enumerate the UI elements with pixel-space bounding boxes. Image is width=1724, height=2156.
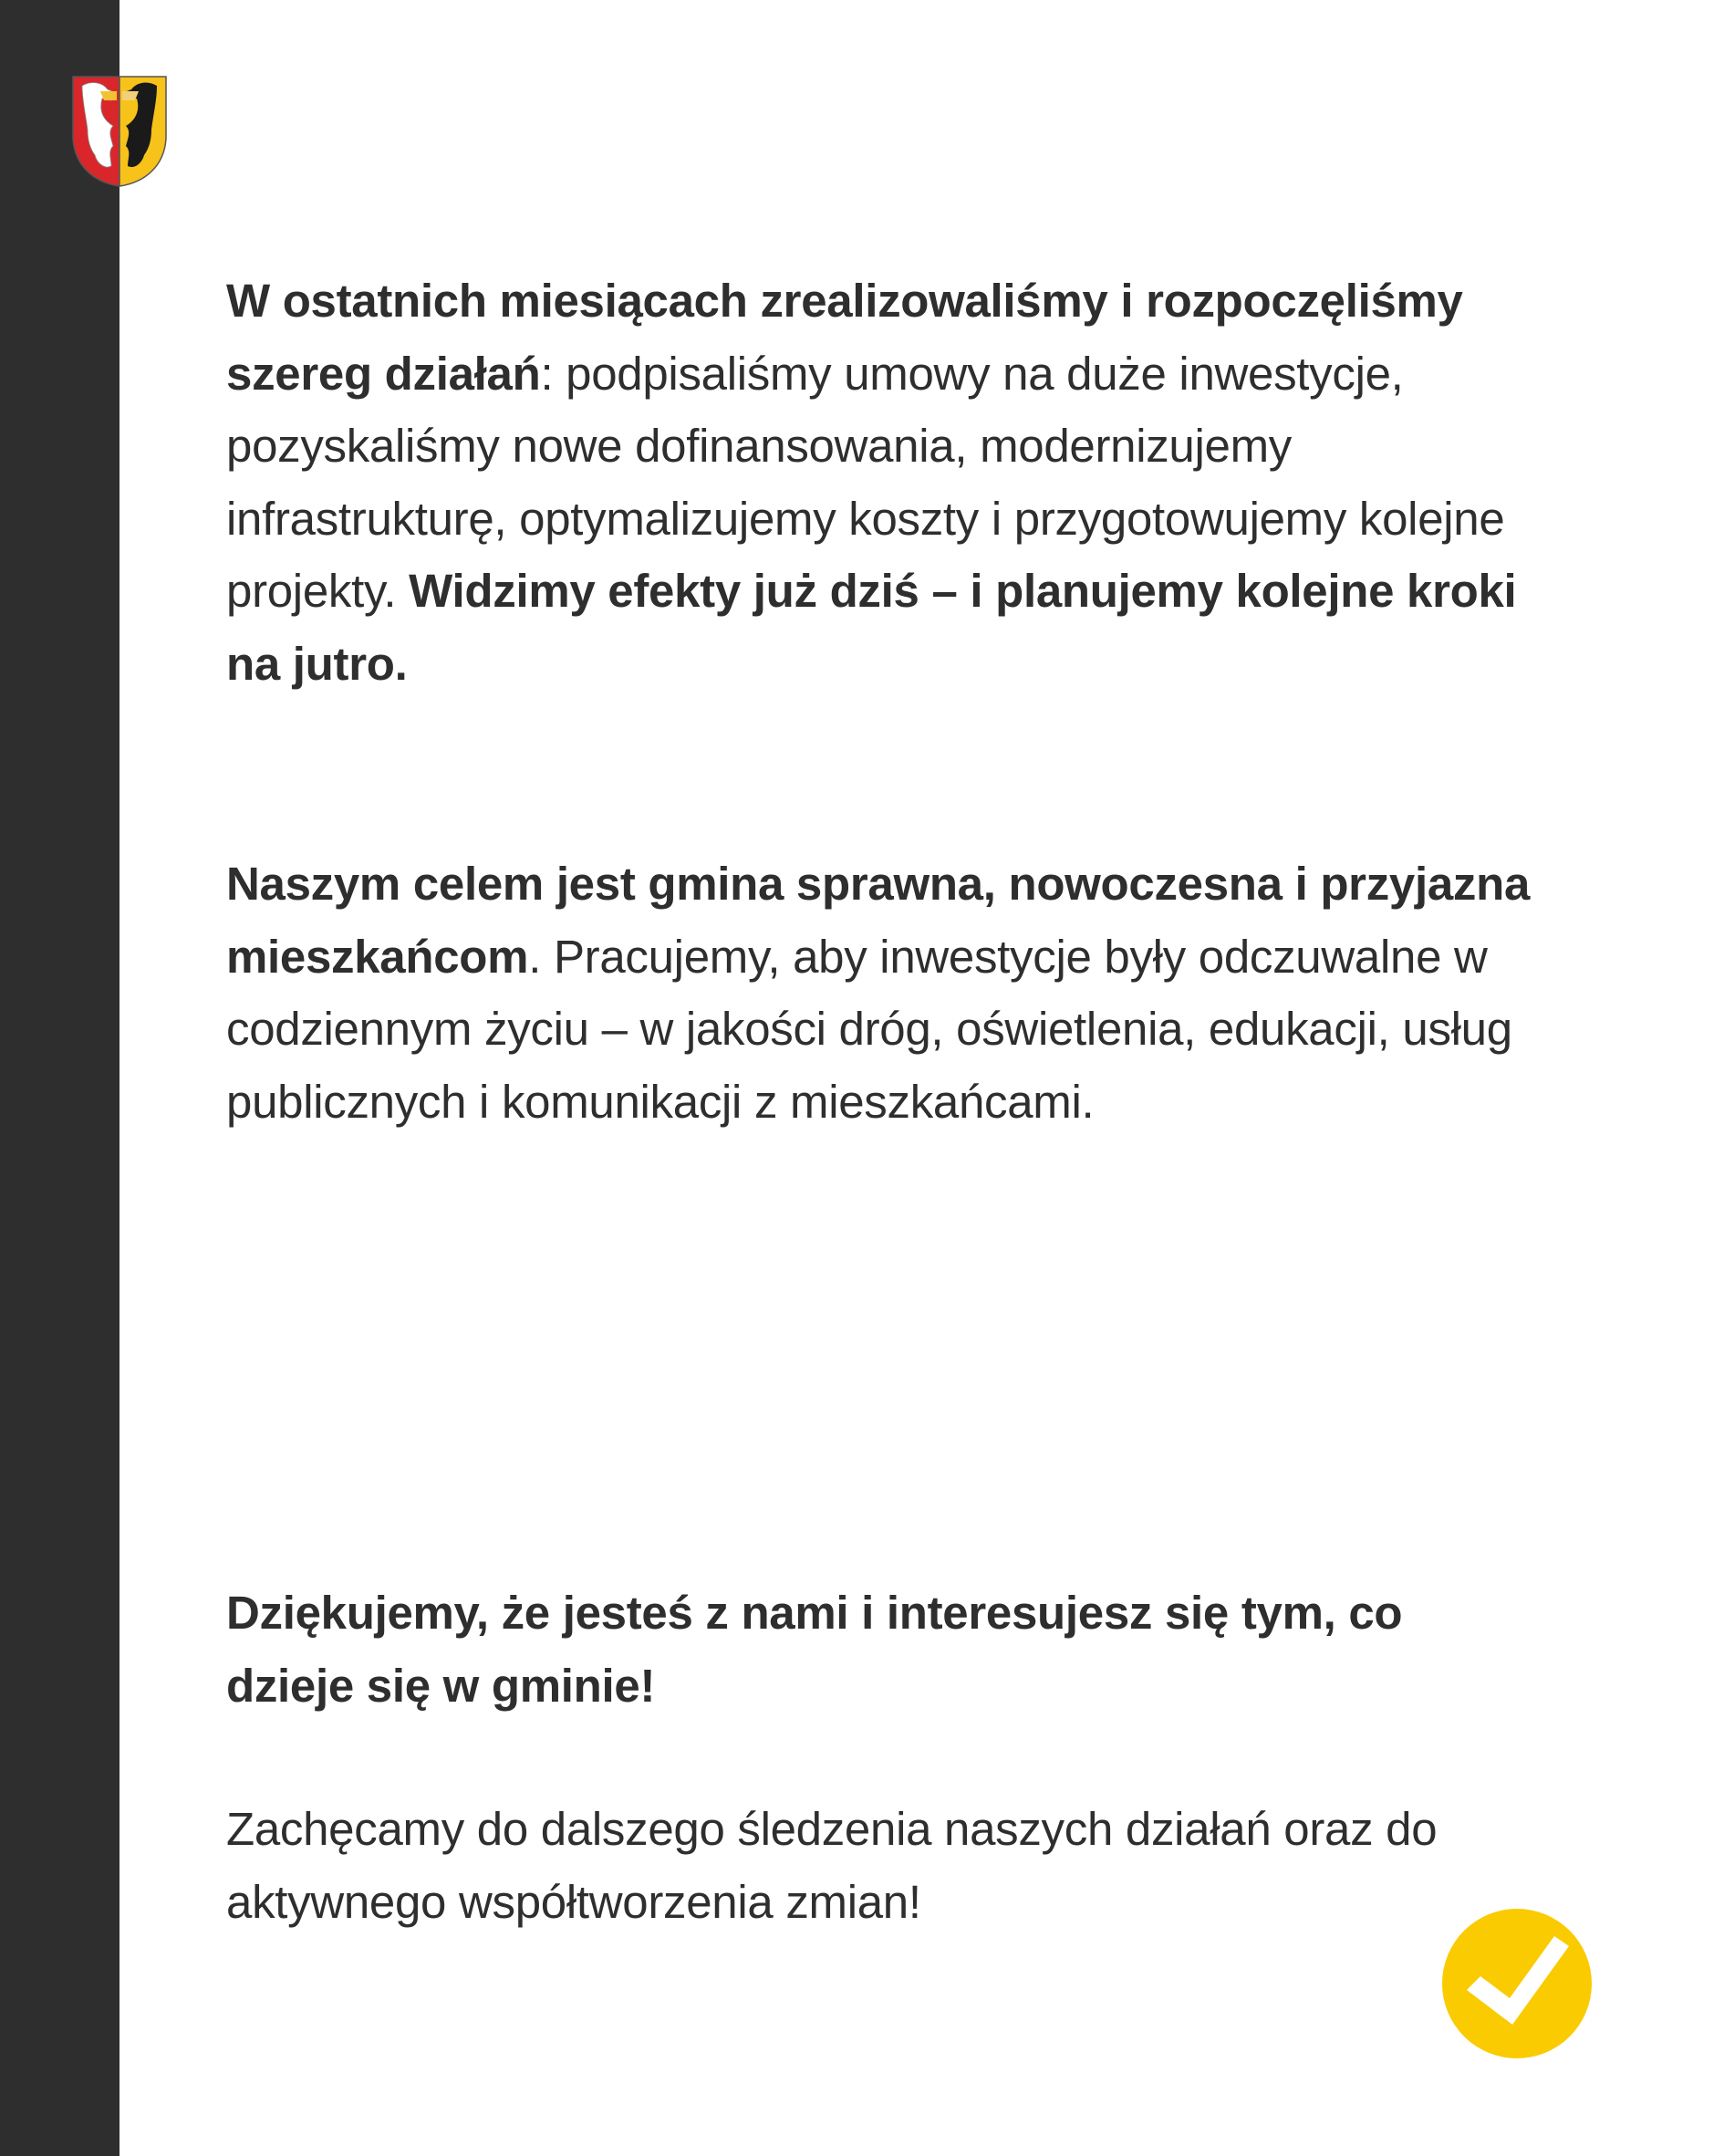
checkmark-badge [1442,1909,1592,2058]
paragraph-achievements-body: : podpisaliśmy umowy na duże inwestycje, pozyskaliśmy nowe dofinansowania, modernizujemy infrastrukturę, optymalizujemy koszty i przygotowujemy kolejne projekty. [226,347,1505,617]
paragraph-achievements [226,265,1540,700]
paragraph-encouragement [226,1793,1540,1938]
sidebar-stripe [0,0,119,2156]
paragraph-thanks [226,1577,1540,1722]
coat-of-arms-icon [71,75,168,188]
paragraph-achievements-bold-intro: W ostatnich miesiącach zrealizowaliśmy i rozpoczęliśmy szereg działań [226,275,1463,400]
paragraph-goal-body: . Pracujemy, aby inwestycje były odczuwalne w codziennym życiu – w jakości dróg, oświetlenia, edukacji, usług publicznych i komunikacji z mieszkańcami. [226,930,1512,1128]
paragraph-thanks-bold: Dziękujemy, że jesteś z nami i interesujesz się tym, co dzieje się w gminie! [226,1587,1403,1712]
paragraph-achievements-bold-outro: Widzimy efekty już dziś – i planujemy kolejne kroki na jutro. [226,565,1517,690]
paragraph-goal-bold-intro: Naszym celem jest gmina sprawna, nowoczesna i przyjazna mieszkańcom [226,858,1531,983]
paragraph-goal [226,848,1540,1138]
checkmark-icon [1442,1909,1592,2058]
paragraph-encouragement-body: Zachęcamy do dalszego śledzenia naszych działań oraz do aktywnego współtworzenia zmian! [226,1803,1438,1928]
